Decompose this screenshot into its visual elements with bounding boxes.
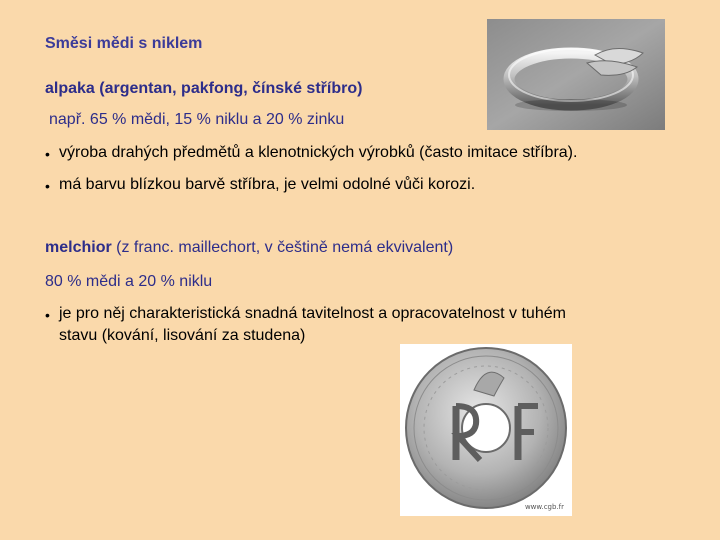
ring-image bbox=[487, 19, 665, 130]
bullet-marker: • bbox=[45, 307, 50, 323]
melchior-note: (z franc. maillechort, v češtině nemá ekvivalent) bbox=[111, 239, 454, 256]
slide-title: Směsi mědi s niklem bbox=[45, 35, 203, 52]
alpaka-bullet-1: výroba drahých předmětů a klenotnických výrobků (často imitace stříbra). bbox=[59, 144, 578, 161]
alpaka-ring-photo bbox=[487, 19, 665, 130]
melchior-coin-photo bbox=[400, 344, 572, 516]
bullet-marker: • bbox=[45, 146, 50, 162]
melchior-bullet-line-1: je pro něj charakteristická snadná tavitelnost a opracovatelnost v tuhém bbox=[59, 305, 566, 322]
coin-image bbox=[400, 344, 572, 516]
bullet-marker: • bbox=[45, 178, 50, 194]
melchior-name: melchior bbox=[45, 239, 112, 256]
melchior-bullet-line-2: stavu (kování, lisování za studena) bbox=[59, 327, 306, 344]
alpaka-composition: např. 65 % mědi, 15 % niklu a 20 % zinku bbox=[49, 111, 345, 128]
alpaka-heading: alpaka (argentan, pakfong, čínské stříbro) bbox=[45, 80, 363, 97]
alpaka-bullet-2: má barvu blízkou barvě stříbra, je velmi odolné vůči korozi. bbox=[59, 176, 476, 193]
photo-credit: www.cgb.fr bbox=[524, 503, 564, 511]
melchior-composition: 80 % mědi a 20 % niklu bbox=[45, 273, 213, 290]
melchior-heading bbox=[45, 238, 453, 258]
